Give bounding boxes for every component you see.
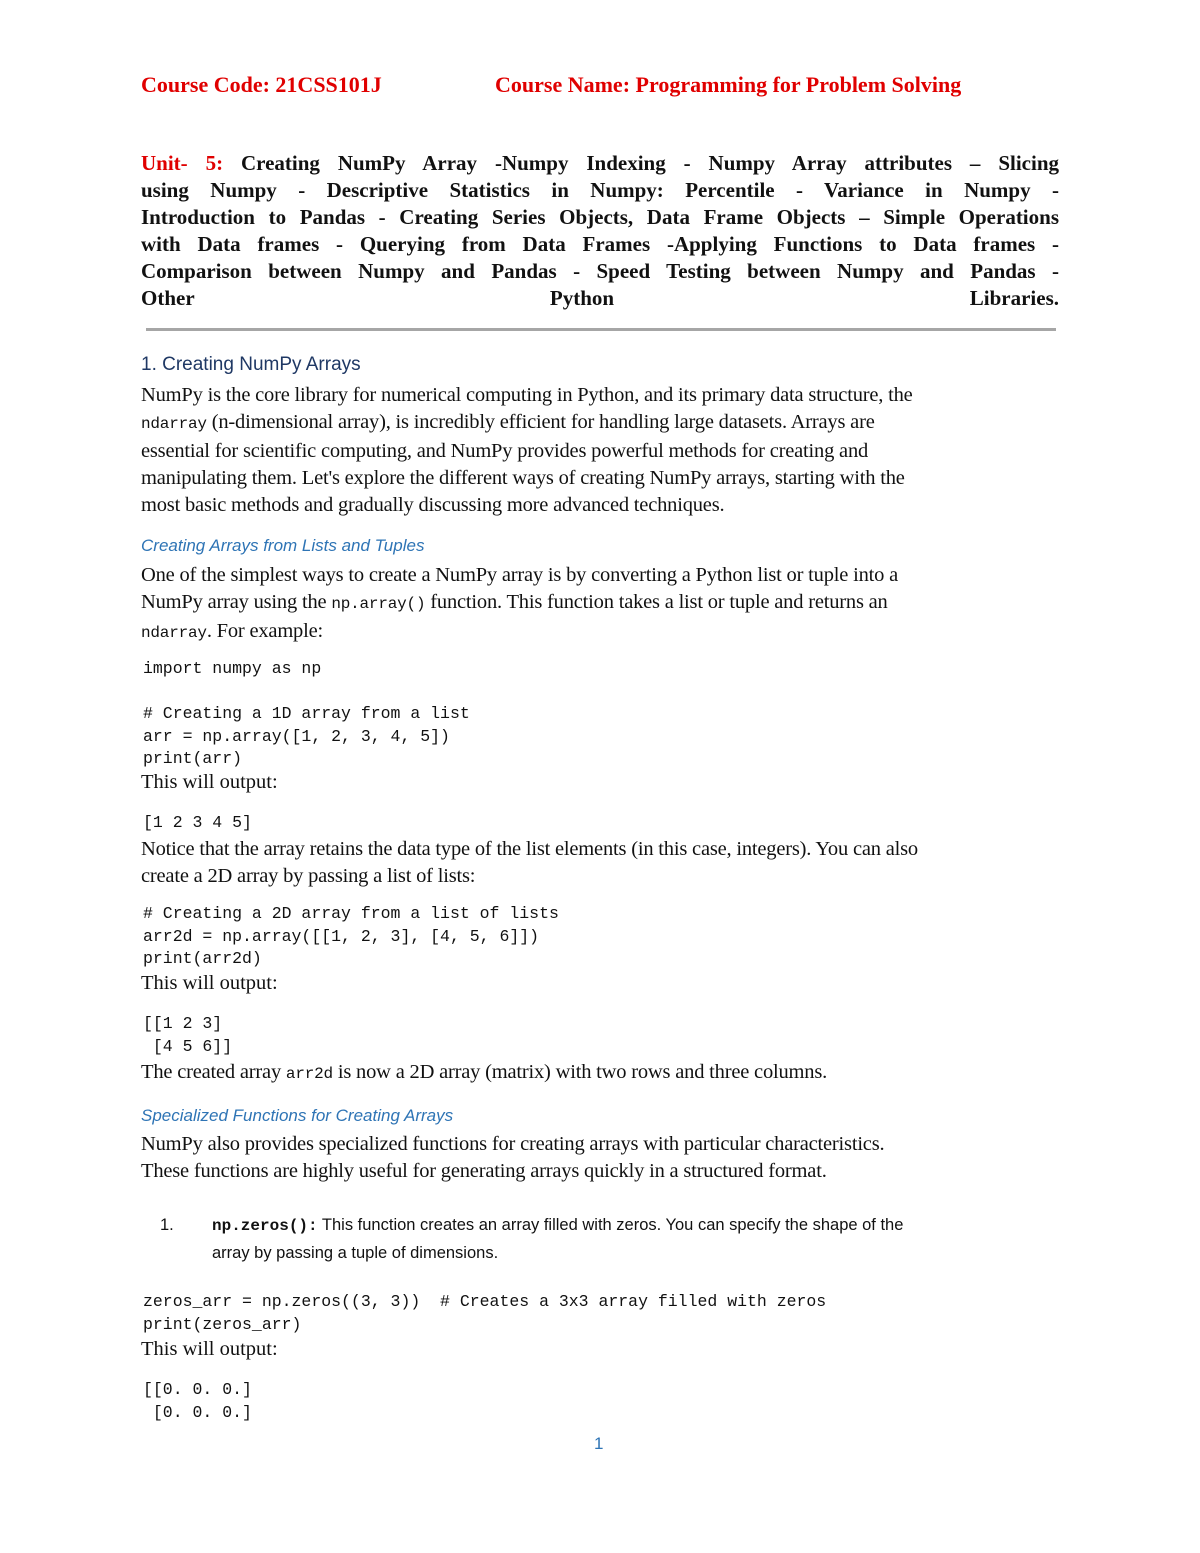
section-heading: 1. Creating NumPy Arrays	[141, 354, 361, 375]
unit-line-3: Introduction to Pandas - Creating Series Objects, Data Frame Objects – Simple Operations	[141, 205, 1059, 229]
subheading-lists-tuples: Creating Arrays from Lists and Tuples	[141, 536, 425, 555]
list-item-number: 1.	[160, 1216, 174, 1234]
document-page: Course Code: 21CSS101J Course Name: Programming for Problem Solving Unit- 5: Creating NumPy Array -Numpy Indexing - Numpy Array attributes – Slicing using Numpy - Descriptive Statistics in Numpy: Percentile - Variance in Numpy - Introduction to Pandas - Creating Series Objects, Data Frame Objects – Simple Operations with Data frames - Querying from Data Frames -Applying Functions to Data frames - Comparison between Numpy and Pandas - Speed Testing between Numpy and Pandas - Other Python Libraries. 1. Creating NumPy Arrays NumPy is the core library for numerical computing in Python, and its primary data structure, the ndarray (n-dimensional array), is incredibly efficient for handling large datasets. Arrays are essential for scientific computing, and NumPy provides powerful methods for creating and manipulating them. Let's explore the different ways of creating NumPy arrays, starting with the most basic methods and gradually discussing more advanced techniques. Creating Arrays from Lists and Tuples One of the simplest ways to create a NumPy array is by converting a Python list or tuple into a NumPy array using the np.array() function. This function takes a list or tuple and returns an ndarray. For example: import numpy as np # Creating a 1D array from a list arr = np.array([1, 2, 3, 4, 5]) print(arr) This will output: [1 2 3 4 5] Notice that the array retains the data type of the list elements (in this case, integers). You can also create a 2D array by passing a list of lists: # Creating a 2D array from a list of lists arr2d = np.array([[1, 2, 3], [4, 5, 6]]) print(arr2d) This will output: [[1 2 3] [4 5 6]] The created array arr2d is now a 2D array (matrix) with two rows and three columns. Specialized Functions for Creating Arrays NumPy also provides specialized functions for creating arrays with particular characteristics. These functions are highly useful for generating arrays quickly in a structured format. 1. np.zeros(): This function creates an array filled with zeros. You can specify the shape of the array by passing a tuple of dimensions. zeros_arr = np.zeros((3, 3)) # Creates a 3x3 array filled with zeros print(zeros_arr) This will output: [[0. 0. 0.] [0. 0. 0.] 1	[0, 0, 1200, 1553]
unit-line-2: using Numpy - Descriptive Statistics in Numpy: Percentile - Variance in Numpy -	[141, 178, 1059, 202]
specialized-paragraph: NumPy also provides specialized functions for creating arrays with particular characteristics. These functions are highly useful for generating arrays quickly in a structured format.	[141, 1133, 885, 1182]
unit-syllabus	[141, 150, 1059, 312]
output-block-zeros: [[0. 0. 0.] [0. 0. 0.]	[143, 1380, 252, 1422]
lists-tuples-paragraph: One of the simplest ways to create a NumPy array is by converting a Python list or tuple into a NumPy array using the np.array() function. This function takes a list or tuple and returns an ndarray. For example:	[141, 564, 898, 642]
course-name: Course Name: Programming for Problem Solving	[495, 72, 962, 97]
inline-code: arr2d	[285, 1065, 333, 1083]
code-block-2d-array: # Creating a 2D array from a list of lists arr2d = np.array([[1, 2, 3], [4, 5, 6]]) print(arr2d)	[143, 904, 559, 968]
inline-code: ndarray	[141, 624, 207, 642]
page-number: 1	[594, 1434, 604, 1453]
subheading-specialized-functions: Specialized Functions for Creating Arrays	[141, 1106, 454, 1125]
unit-label: Unit- 5:	[141, 151, 224, 175]
unit-line-1: Unit- 5: Creating NumPy Array -Numpy Indexing - Numpy Array attributes – Slicing	[141, 151, 1059, 175]
inline-code: np.array()	[331, 595, 426, 613]
code-block-1d-array: import numpy as np # Creating a 1D array from a list arr = np.array([1, 2, 3, 4, 5]) print(arr)	[143, 659, 470, 768]
created-array-paragraph: The created array arr2d is now a 2D array (matrix) with two rows and three columns.	[141, 1061, 828, 1083]
output-label: This will output:	[141, 972, 278, 994]
output-label: This will output:	[141, 771, 278, 793]
inline-code: ndarray	[141, 415, 207, 433]
unit-line-5: Comparison between Numpy and Pandas - Speed Testing between Numpy and Pandas -	[141, 259, 1059, 283]
output-block-2d: [[1 2 3] [4 5 6]]	[143, 1014, 233, 1056]
notice-paragraph: Notice that the array retains the data type of the list elements (in this case, integers). You can also create a 2D array by passing a list of lists:	[141, 838, 918, 887]
output-block-1d: [1 2 3 4 5]	[143, 813, 252, 832]
unit-line-4: with Data frames - Querying from Data Frames -Applying Functions to Data frames -	[141, 232, 1059, 256]
intro-paragraph: NumPy is the core library for numerical computing in Python, and its primary data structure, the ndarray (n-dimensional array), is incredibly efficient for handling large datasets. Arrays are essential for scientific computing, and NumPy provides powerful methods for creating and manipulating them. Let's explore the different ways of creating NumPy arrays, starting with the most basic methods and gradually discussing more advanced techniques.	[141, 384, 913, 516]
horizontal-divider	[146, 328, 1056, 331]
function-name: np.zeros():	[212, 1217, 318, 1235]
unit-line-6: Other Python Libraries.	[141, 286, 1059, 310]
course-code: Course Code: 21CSS101J	[141, 72, 382, 97]
code-block-zeros: zeros_arr = np.zeros((3, 3)) # Creates a 3x3 array filled with zeros print(zeros_arr)	[143, 1292, 827, 1334]
output-label: This will output:	[141, 1338, 278, 1360]
